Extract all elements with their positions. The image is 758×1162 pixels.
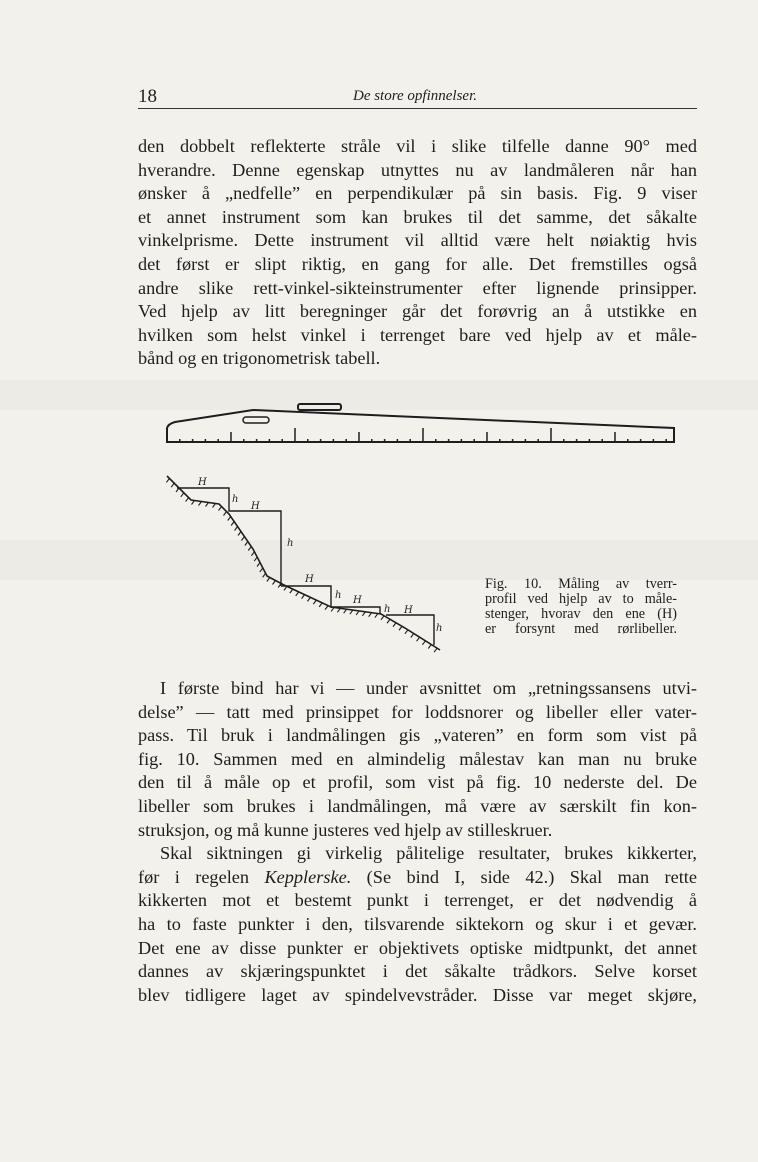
ground-hatch: [393, 623, 396, 627]
ground-hatch: [405, 630, 408, 634]
ground-hatch: [219, 507, 222, 511]
ground-hatch: [166, 478, 169, 482]
ground-hatch: [344, 609, 347, 613]
text-line: Skal siktningen gi virkelig pålitelige resultater, brukes kikkerter,: [160, 843, 697, 864]
page-number: 18: [138, 86, 157, 107]
label-h: h: [436, 623, 443, 634]
text-line: hverandre. Denne egenskap utnyttes nu av landmåleren når han: [138, 159, 697, 180]
text-line: I første bind har vi — under avsnittet om „retningssansens utvi-: [160, 678, 697, 698]
ground-hatch: [248, 547, 251, 551]
ground-hatch: [213, 504, 216, 508]
ground-hatch: [260, 568, 263, 572]
label-H: H: [198, 477, 207, 488]
ruler-handle: [298, 404, 341, 410]
ground-hatch: [181, 493, 184, 497]
ground-hatch: [290, 589, 293, 593]
ground-hatch: [350, 610, 353, 614]
ground-hatch: [245, 542, 248, 546]
text-line: dannes av skjæringspunktet i det såkalte trådkors. Selve korset: [138, 961, 697, 982]
text-line: libeller som brukes i landmålingen, må være av særskilt fin kon-: [138, 795, 697, 816]
ground-hatch: [186, 498, 189, 502]
text-fragment: (Se bind I, side 42.) Skal man rette: [351, 866, 697, 887]
text-line: vinkelprisme. Dette instrument vil alltid være helt nøiaktig hvis: [138, 230, 697, 251]
label-H: H: [353, 595, 362, 606]
ground-hatch: [331, 607, 334, 611]
ground-hatch: [356, 611, 359, 615]
text-line: delse” — tatt med prinsippet for loddsnorer og libeller eller vater-: [138, 701, 697, 722]
text-line: Ved hjelp av litt beregninger går det forøvrig an å utstikke en: [138, 301, 697, 322]
text-line: hvilken som helst vinkel i terrenget bare ved hjelp av et måle-: [138, 324, 697, 345]
label-h: h: [232, 494, 239, 505]
label-h: h: [335, 590, 342, 601]
text-line: Det ene av disse punkter er objektivets optiske midtpunkt, det annet: [138, 937, 697, 958]
text-line: fig. 10. Sammen med en almindelig målestav kan man nu bruke: [138, 748, 697, 769]
ground-hatch: [411, 634, 414, 638]
ground-hatch: [171, 483, 174, 487]
ground-hatch: [399, 626, 402, 630]
ground-hatch: [369, 613, 372, 617]
ground-hatch: [238, 532, 241, 536]
text-line: blev tidligere laget av spindelvevstråder. Disse var meget skjøre,: [138, 984, 697, 1005]
text-line: et annet instrument som kan brukes til det samme, det såkalte: [138, 206, 697, 227]
text-line: bånd og en trigonometrisk tabell.: [138, 348, 381, 369]
ground-hatch: [422, 641, 425, 645]
ground-hatch: [257, 563, 260, 567]
ground-hatch: [307, 597, 310, 601]
text-line: pass. Til bruk i landmålingen gis „vateren” en form som vist på: [138, 725, 697, 746]
ground-hatch: [302, 595, 305, 599]
label-h: h: [287, 538, 294, 549]
label-H: H: [305, 574, 314, 585]
ground-hatch: [267, 578, 270, 582]
caption-line: Fig. 10. Måling av tverr-: [485, 576, 677, 592]
ground-hatch: [296, 592, 299, 596]
ground-hatch: [284, 586, 287, 590]
label-H: H: [404, 605, 413, 616]
text-fragment: før i regelen: [138, 866, 265, 887]
ground-hatch: [263, 573, 266, 577]
measure-steps: [386, 615, 434, 645]
level-vial: [243, 417, 269, 423]
ground-hatch: [313, 600, 316, 604]
ground-hatch: [434, 648, 437, 652]
ground-hatch: [241, 537, 244, 541]
ground-hatch: [417, 637, 420, 641]
italic-term: Kepplerske.: [264, 866, 352, 887]
ground-hatch: [235, 527, 238, 531]
ground-hatch: [362, 612, 365, 616]
text-line: kikkerten mot et bestemt punkt i terrenget, er det nødvendig å: [138, 890, 697, 911]
ground-hatch: [254, 557, 257, 561]
label-h: h: [384, 604, 391, 615]
ground-hatch: [375, 614, 378, 618]
paragraph-2: [138, 677, 697, 1007]
ground-hatch: [231, 522, 234, 526]
ground-hatch: [273, 581, 276, 585]
ground-hatch: [206, 503, 209, 507]
ground-hatch: [325, 606, 328, 610]
caption-line: stenger, hvorav den ene (H): [485, 606, 677, 622]
ruler-outline: [167, 410, 674, 442]
ground-hatch: [428, 645, 431, 649]
ground-hatch: [199, 502, 202, 506]
ground-hatch: [381, 616, 384, 620]
caption-line: profil ved hjelp av to måle-: [485, 591, 677, 607]
text-line: den dobbelt reflekterte stråle vil i slike tilfelle danne 90° med: [138, 136, 697, 156]
figure-caption: [485, 577, 677, 637]
terrain-profile-illustration: [166, 476, 443, 652]
ground-hatch: [224, 512, 227, 516]
ground-hatch: [319, 603, 322, 607]
text-line: andre slike rett-vinkel-sikteinstrumenter efter lignende prinsipper.: [138, 277, 697, 298]
ground-hatch: [228, 517, 231, 521]
text-line: ha to faste punkter i den, tilsvarende siktekorn og skur i et gevær.: [138, 913, 697, 934]
label-H: H: [251, 501, 260, 512]
ground-hatch: [337, 608, 340, 612]
text-line: struksjon, og må kunne justeres ved hjelp av stilleskruer.: [138, 819, 553, 840]
text-line: det først er slipt riktig, en gang for alle. Det fremstilles også: [138, 253, 697, 274]
text-line: ønsker å „nedfelle” en perpendikulær på sin basis. Fig. 9 viser: [138, 183, 697, 204]
level-ruler-illustration: [167, 404, 674, 442]
ground-line: [167, 476, 443, 650]
ground-hatch: [192, 501, 195, 505]
caption-line: er forsynt med rørlibeller.: [485, 621, 677, 637]
running-title: De store opfinnelser.: [352, 88, 477, 104]
ground-hatch: [387, 619, 390, 623]
text-line: den til å måle op et profil, som vist på fig. 10 nederste del. De: [138, 772, 697, 793]
ground-hatch: [251, 552, 254, 556]
text-line: [138, 866, 697, 890]
